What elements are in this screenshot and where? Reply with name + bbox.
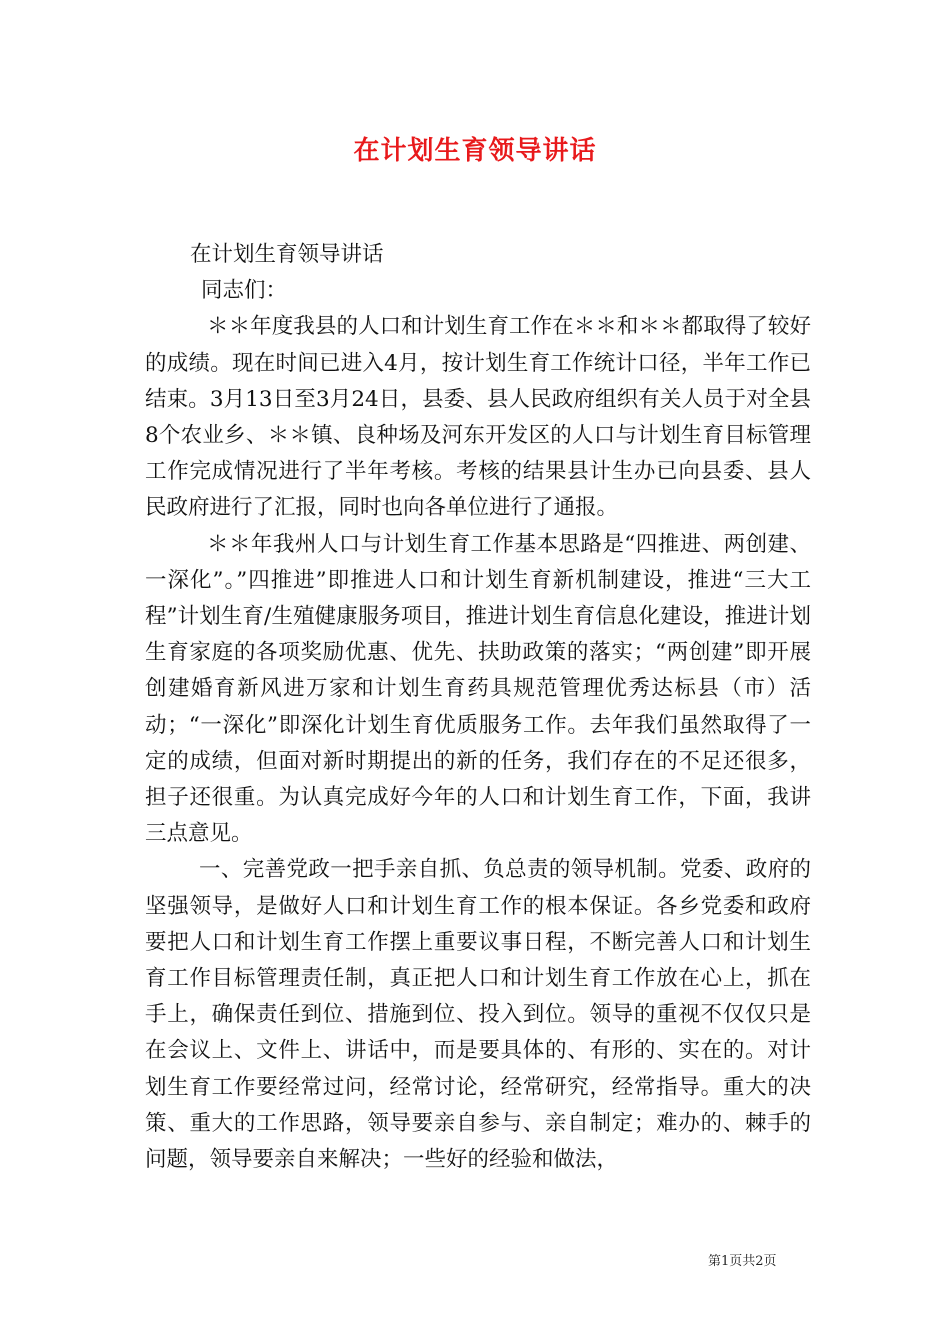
sub-heading: 在计划生育领导讲话	[190, 242, 384, 267]
paragraph-1: ＊＊年度我县的人口和计划生育工作在＊＊和＊＊都取得了较好的成绩。现在时间已进入4月，按计划生育工作统计口径，半年工作已结束。3月13日至3月24日，县委、县人民政府组织有关人员于对全县8个农业乡、＊＊镇、良种场及河东开发区的人口与计划生育目标管理工作完成情况进行了半年考核。考核的结果县计生办已向县委、县人民政府进行了汇报，同时也向各单位进行了通报。	[145, 314, 811, 521]
page-title: 在计划生育领导讲话	[353, 136, 597, 166]
salutation: 同志们：	[201, 278, 288, 304]
page-number: 第1页共2页	[708, 1254, 777, 1269]
paragraph-3: 一、完善党政一把手亲自抓、负总责的领导机制。党委、政府的坚强领导，是做好人口和计划生育工作的根本保证。各乡党委和政府要把人口和计划生育工作摆上重要议事日程，不断完善人口和计划生育工作目标管理责任制，真正把人口和计划生育工作放在心上，抓在手上，确保责任到位、措施到位、投入到位。领导的重视不仅仅只是在会议上、文件上、讲话中，而是要具体的、有形的、实在的。对计划生育工作要经常过问，经常讨论，经常研究，经常指导。重大的决策、重大的工作思路，领导要亲自参与、亲自制定；难办的、棘手的问题，领导要亲自来解决；一些好的经验和做法，	[145, 857, 811, 1173]
paragraph-2: ＊＊年我州人口与计划生育工作基本思路是“四推进、两创建、一深化”。”四推进”即推进人口和计划生育新机制建设，推进“三大工程”计划生育/生殖健康服务项目，推进计划生育信息化建设，推进计划生育家庭的各项奖励优惠、优先、扶助政策的落实；“两创建”即开展创建婚育新风进万家和计划生育药具规范管理优秀达标县（市）活动；“一深化”即深化计划生育优质服务工作。去年我们虽然取得了一定的成绩，但面对新时期提出的新的任务，我们存在的不足还很多，担子还很重。为认真完成好今年的人口和计划生育工作，下面，我讲三点意见。	[145, 531, 811, 847]
document-body	[145, 237, 811, 1178]
